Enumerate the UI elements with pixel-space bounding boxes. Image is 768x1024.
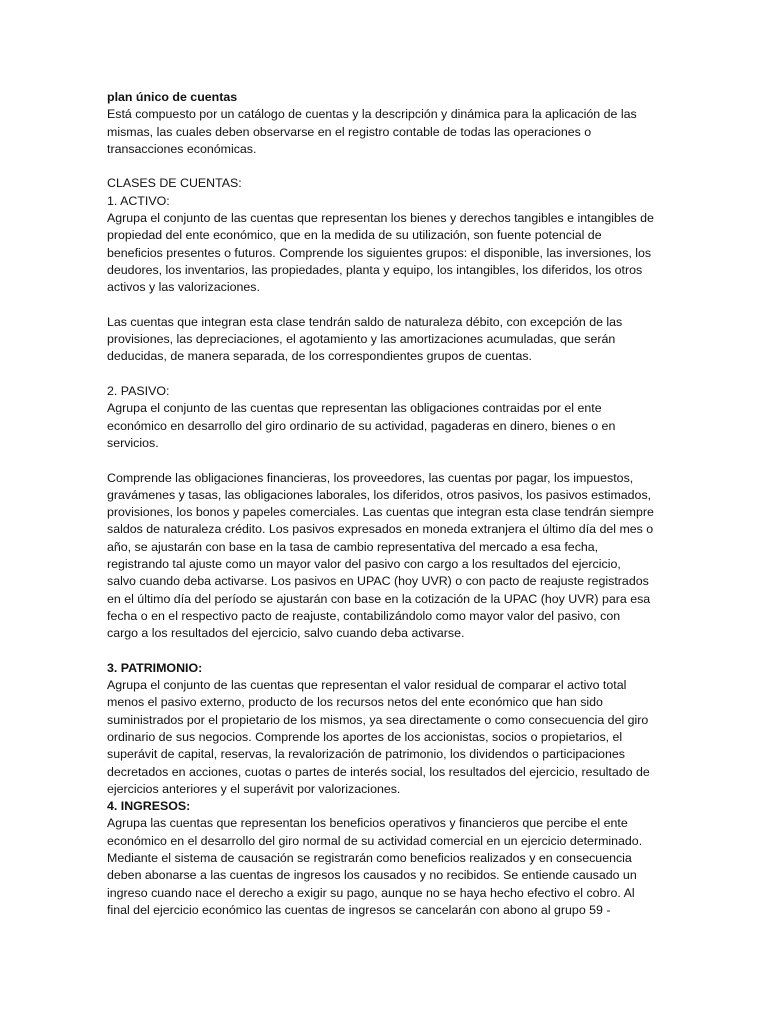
document-page bbox=[107, 89, 667, 919]
pasivo-line: fecha o en el respectivo pacto de reajuste, contabilizándolo como mayor valor del pasivo, con bbox=[107, 608, 621, 623]
pasivo-line: servicios. bbox=[107, 435, 159, 450]
patrimonio-line: decretados en acciones, cuotas o partes de interés social, los resultados del ejercicio, resultado de bbox=[107, 764, 650, 779]
activo-line: provisiones, las depreciaciones, el agotamiento y las amortizaciones acumuladas, que serán bbox=[107, 332, 616, 347]
pasivo-heading: 2. PASIVO: bbox=[107, 384, 170, 399]
activo-heading: 1. ACTIVO: bbox=[107, 193, 170, 208]
spacer bbox=[107, 643, 667, 660]
pasivo-line: provisiones, los bonos y papeles comerciales. Las cuentas que integran esta clase tendrán siempre bbox=[107, 505, 654, 520]
spacer bbox=[107, 297, 667, 314]
intro-line: Está compuesto por un catálogo de cuentas y la descripción y dinámica para la aplicación de las bbox=[107, 107, 637, 122]
spacer bbox=[107, 158, 667, 175]
activo-line: beneficios presentes o futuros. Comprende los siguientes grupos: el disponible, las inversiones, los bbox=[107, 245, 652, 260]
ingresos-line: ingreso cuando nace el derecho a exigir su pago, aunque no se haya hecho efectivo el cobro. Al bbox=[107, 885, 635, 900]
intro-line: mismas, las cuales deben observarse en el registro contable de todas las operaciones o bbox=[107, 124, 592, 139]
document-title: plan único de cuentas bbox=[107, 90, 238, 104]
spacer bbox=[107, 366, 667, 383]
ingresos-line: deben abonarse a las cuentas de ingresos los causados y no recibidos. Se entiende causado un bbox=[107, 868, 637, 883]
patrimonio-line: ejercicios anteriores y el superávit por valorizaciones. bbox=[107, 781, 401, 796]
pasivo-line: gravámenes y tasas, las obligaciones laborales, los diferidos, otros pasivos, los pasivos estimados, bbox=[107, 487, 652, 502]
patrimonio-line: suministrados por el propietario de los mismos, ya sea directamente o como consecuencia del giro bbox=[107, 712, 649, 727]
ingresos-line: Mediante el sistema de causación se registrarán como beneficios realizados y en consecuencia bbox=[107, 851, 632, 866]
patrimonio-line: Agrupa el conjunto de las cuentas que representan el valor residual de comparar el activo total bbox=[107, 678, 627, 693]
activo-line: deducidas, de manera separada, de los correspondientes grupos de cuentas. bbox=[107, 349, 533, 364]
pasivo-line: en el último día del período se ajustarán con base en la cotización de la UPAC (hoy UVR) para esa bbox=[107, 591, 651, 606]
activo-line: activos y las valorizaciones. bbox=[107, 280, 260, 295]
patrimonio-line: superávit de capital, reservas, la revalorización de patrimonio, los dividendos o participaciones bbox=[107, 747, 625, 762]
pasivo-line: Comprende las obligaciones financieras, los proveedores, las cuentas por pagar, los impuestos, bbox=[107, 470, 634, 485]
classes-heading: CLASES DE CUENTAS: bbox=[107, 176, 242, 191]
activo-line: propiedad del ente económico, que en la medida de su utilización, son fuente potencial de bbox=[107, 228, 602, 243]
activo-line: Agrupa el conjunto de las cuentas que representan los bienes y derechos tangibles e intangibles de bbox=[107, 211, 654, 226]
pasivo-line: saldos de naturaleza crédito. Los pasivos expresados en moneda extranjera el último día del mes o bbox=[107, 522, 654, 537]
pasivo-line: registrando tal ajuste como un mayor valor del pasivo con cargo a los resultados del ejercicio, bbox=[107, 557, 621, 572]
activo-line: deudores, los inventarios, las propiedades, planta y equipo, los intangibles, los diferidos, los otros bbox=[107, 262, 643, 277]
ingresos-line: final del ejercicio económico las cuentas de ingresos se cancelarán con abono al grupo 59 - bbox=[107, 902, 611, 917]
patrimonio-line: ordinario de sus negocios. Comprende los aportes de los accionistas, socios o propietarios, el bbox=[107, 729, 623, 744]
intro-line: transacciones económicas. bbox=[107, 141, 257, 156]
ingresos-heading: 4. INGRESOS: bbox=[107, 799, 191, 814]
activo-line: Las cuentas que integran esta clase tendrán saldo de naturaleza débito, con excepción de las bbox=[107, 314, 623, 329]
pasivo-line: cargo a los resultados del ejercicio, salvo cuando deba activarse. bbox=[107, 626, 465, 641]
pasivo-line: año, se ajustarán con base en la tasa de cambio representativa del mercado a esa fecha, bbox=[107, 539, 599, 554]
ingresos-line: económico en el desarrollo del giro normal de su actividad comercial en un ejercicio determinado. bbox=[107, 833, 643, 848]
spacer bbox=[107, 452, 667, 469]
pasivo-line: económico en desarrollo del giro ordinario de su actividad, pagaderas en dinero, bienes o en bbox=[107, 418, 616, 433]
pasivo-line: salvo cuando deba activarse. Los pasivos en UPAC (hoy UVR) o con pacto de reajuste registrados bbox=[107, 574, 649, 589]
patrimonio-line: menos el pasivo externo, producto de los recursos netos del ente económico que han sido bbox=[107, 695, 603, 710]
patrimonio-heading: 3. PATRIMONIO: bbox=[107, 660, 203, 675]
pasivo-line: Agrupa el conjunto de las cuentas que representan las obligaciones contraidas por el ente bbox=[107, 401, 602, 416]
ingresos-line: Agrupa las cuentas que representan los beneficios operativos y financieros que percibe el ente bbox=[107, 816, 628, 831]
